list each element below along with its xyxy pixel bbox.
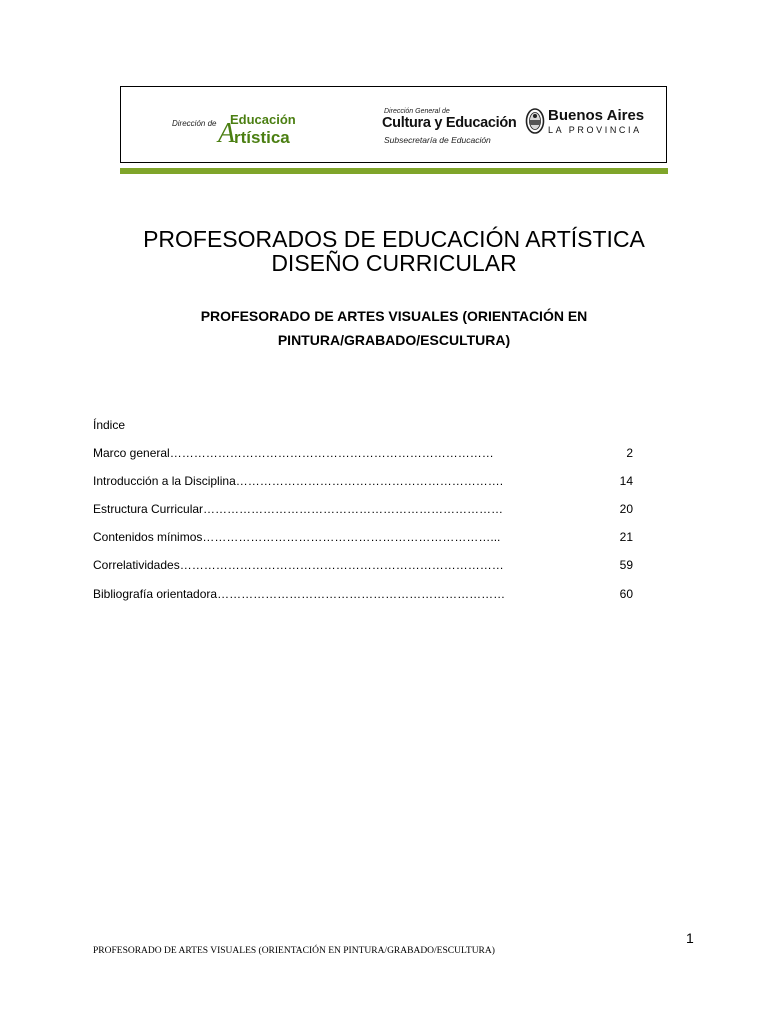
page-number: 1 bbox=[686, 930, 694, 946]
buenos-aires-subtitle: LA PROVINCIA bbox=[548, 125, 642, 135]
index-heading: Índice bbox=[93, 418, 126, 432]
toc-entry[interactable] bbox=[93, 474, 633, 490]
header-divider bbox=[120, 168, 668, 174]
logo-prefix: Dirección de bbox=[172, 119, 217, 128]
toc-entry[interactable] bbox=[93, 587, 633, 603]
toc-entry-page: 21 bbox=[619, 530, 633, 544]
province-seal-icon bbox=[525, 107, 545, 135]
toc-entry[interactable] bbox=[93, 530, 633, 546]
document-subtitle-line1: PROFESORADO DE ARTES VISUALES (ORIENTACIÓN EN bbox=[200, 308, 588, 324]
toc-entry-page: 59 bbox=[619, 558, 633, 572]
document-title-line2: DISEÑO CURRICULAR bbox=[271, 250, 517, 276]
toc-entry-label: Correlatividades……………………………………………………………………… bbox=[93, 558, 504, 572]
document-title-line1: PROFESORADOS DE EDUCACIÓN ARTÍSTICA bbox=[143, 226, 645, 252]
toc-entry[interactable] bbox=[93, 446, 633, 462]
toc-entry-label: Contenidos mínimos………………………………………………………………... bbox=[93, 530, 501, 544]
document-subtitle-line2: PINTURA/GRABADO/ESCULTURA) bbox=[277, 332, 511, 348]
cultura-educacion-logo bbox=[382, 108, 532, 152]
toc-entry-page: 2 bbox=[626, 446, 633, 460]
logo-artistica-text: rtística bbox=[234, 128, 290, 147]
toc-entry-page: 14 bbox=[619, 474, 633, 488]
logo-cye-small: Dirección General de bbox=[384, 108, 450, 115]
toc-entry-page: 60 bbox=[619, 587, 633, 601]
logo-cye-main: Cultura y Educación bbox=[382, 115, 517, 131]
toc-entry-page: 20 bbox=[619, 502, 633, 516]
toc-entry[interactable] bbox=[93, 558, 633, 574]
toc-entry-label: Introducción a la Disciplina…………………………………………………………. bbox=[93, 474, 504, 488]
toc-entry-label: Estructura Curricular………………………………………………………………… bbox=[93, 502, 504, 516]
toc-entry-label: Marco general……………………………………………………………………… bbox=[93, 446, 494, 460]
toc-entry-label: Bibliografía orientadora……………………………………………………………… bbox=[93, 587, 506, 601]
buenos-aires-title: Buenos Aires bbox=[548, 107, 645, 124]
toc-entry[interactable] bbox=[93, 502, 633, 518]
logo-educacion-text: Educación bbox=[230, 112, 296, 127]
logo-cye-sub: Subsecretaría de Educación bbox=[384, 135, 491, 145]
educacion-artistica-logo bbox=[170, 112, 300, 148]
page-footer: PROFESORADO DE ARTES VISUALES (ORIENTACIÓN EN PINTURA/GRABADO/ESCULTURA) bbox=[93, 946, 495, 956]
logo-artistica-initial: A bbox=[218, 118, 236, 149]
